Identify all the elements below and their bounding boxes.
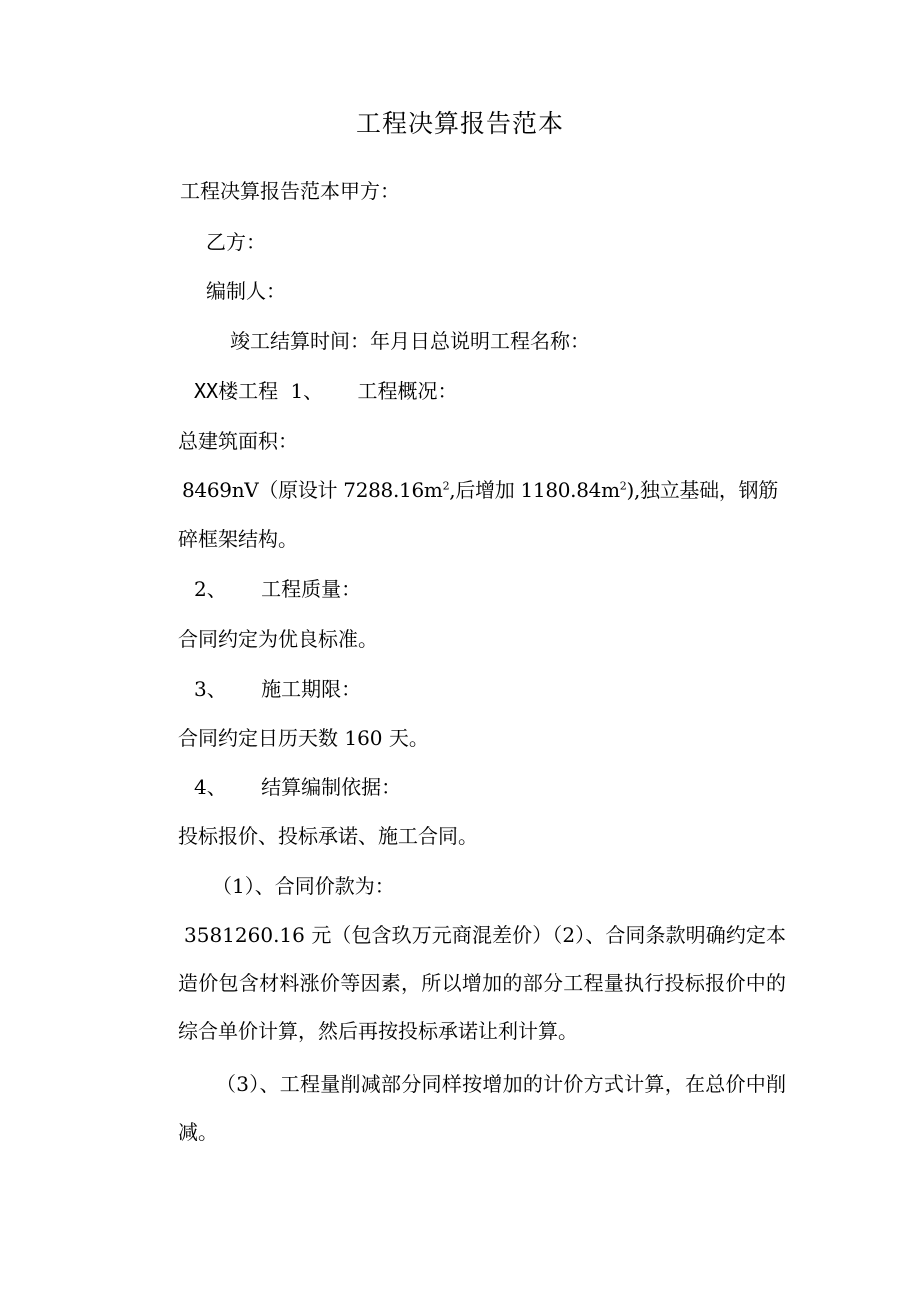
party-a-label: 工程决算报告范本甲方： — [180, 179, 400, 203]
section1-title: 工程概况： — [357, 379, 458, 403]
area-text-part2: ,后增加 1180.84m — [449, 478, 620, 502]
area-text-part1: 8469nV（原设计 7288.16m — [182, 478, 443, 502]
item1-title: （1）、合同价款为： — [212, 874, 395, 898]
party-b-label: 乙方： — [206, 230, 266, 254]
section4-title: 结算编制依据： — [261, 775, 402, 799]
section2-heading — [194, 576, 361, 602]
item3-paragraph: （3）、工程量削减部分同样按增加的计价方式计算，在总价中削减。 — [178, 1072, 786, 1144]
area-superscript-2: 2 — [619, 479, 627, 493]
section4-heading — [194, 774, 401, 800]
document-title: 工程决算报告范本 — [355, 109, 564, 138]
section2-number: 2、 — [194, 577, 227, 601]
completion-time-label: 竣工结算时间：年月日总说明工程名称： — [230, 329, 590, 353]
area-text-part3: ),独立基础，钢筋 — [626, 478, 778, 502]
item1-paragraph: 3581260.16 元（包含玖万元商混差价）（2）、合同条款明确约定本造价包含材料涨价等因素，所以增加的部分工程量执行投标报价中的综合单价计算，然后再按投标承诺让利计算。 — [178, 923, 786, 1043]
editor-label: 编制人： — [206, 279, 286, 303]
section4-text: 投标报价、投标承诺、施工合同。 — [178, 824, 478, 848]
total-area-label: 总建筑面积： — [178, 429, 298, 453]
total-area-value — [182, 477, 778, 503]
project-name-value: XX楼工程 — [194, 379, 279, 403]
area-superscript-1: 2 — [442, 479, 450, 493]
section2-title: 工程质量： — [261, 577, 362, 601]
section2-text: 合同约定为优良标准。 — [178, 627, 378, 651]
section1-number: 1、 — [290, 379, 324, 403]
section3-heading — [194, 676, 361, 702]
section3-number: 3、 — [194, 677, 227, 701]
section3-title: 施工期限： — [261, 677, 362, 701]
structure-text: 碎框架结构。 — [178, 527, 298, 551]
section4-number: 4、 — [194, 775, 227, 799]
project-name — [194, 378, 458, 404]
section3-text: 合同约定日历天数 160 天。 — [178, 726, 429, 750]
